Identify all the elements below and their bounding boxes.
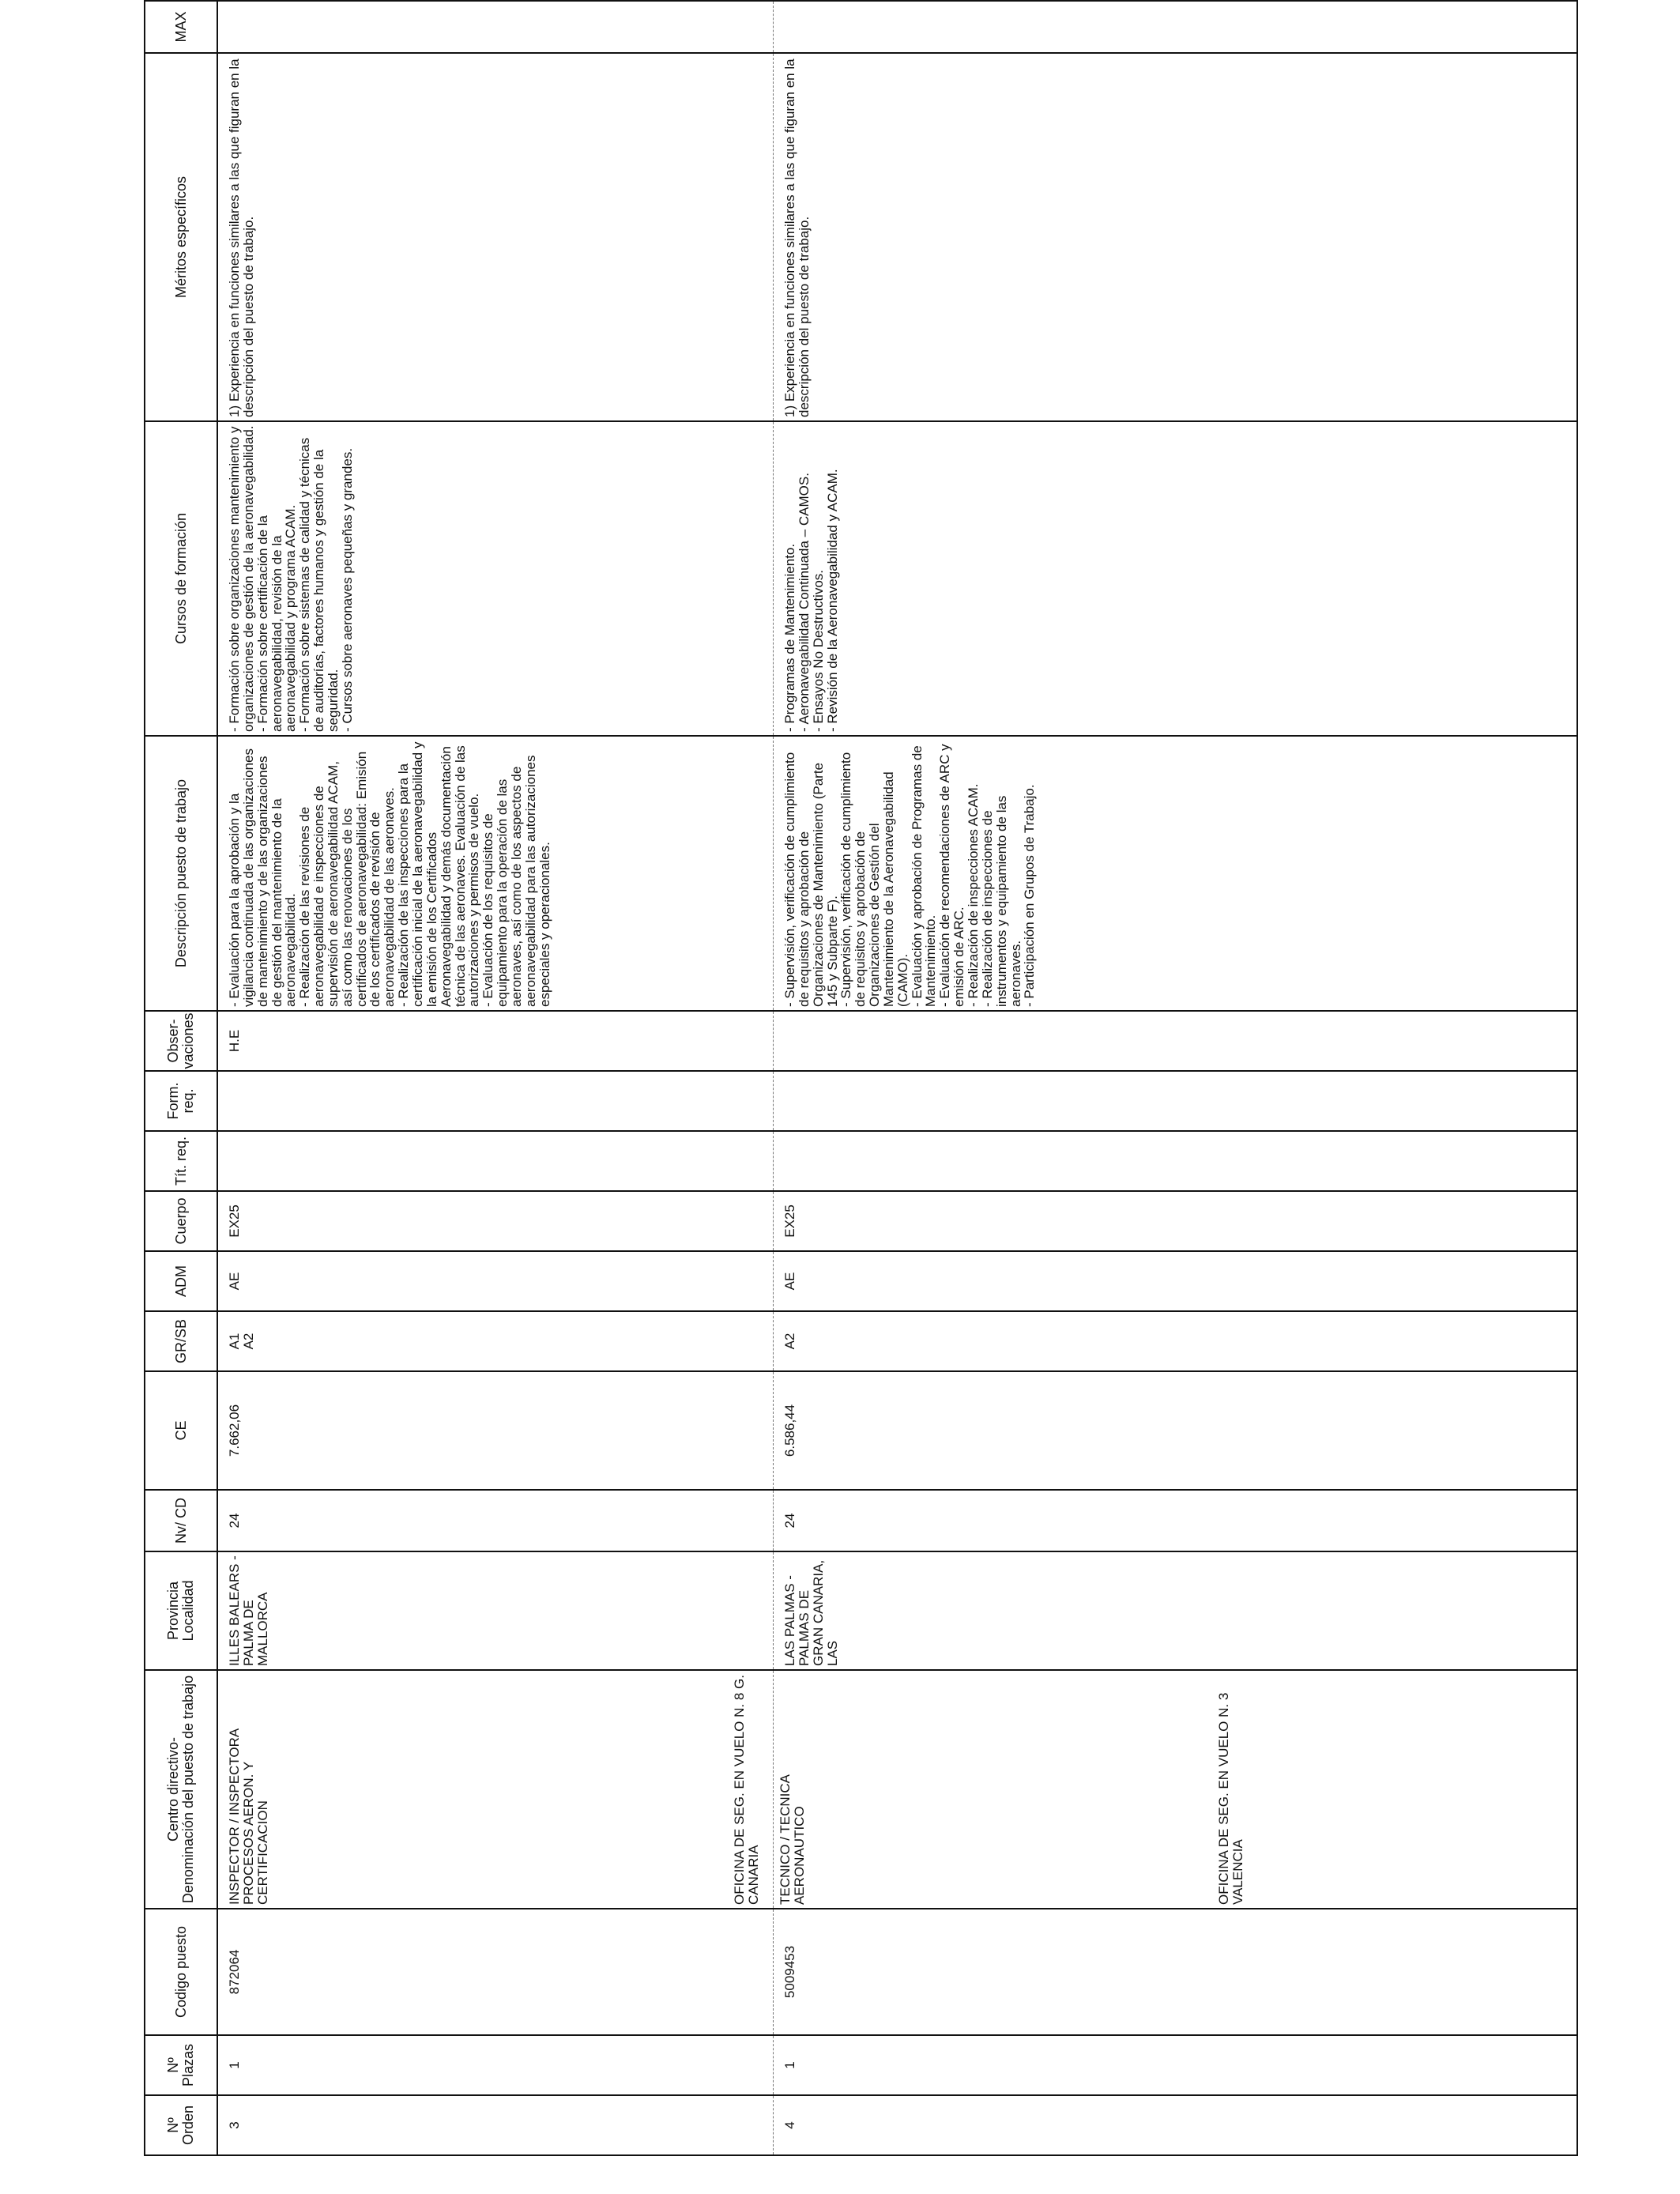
header-ce: CE <box>145 1371 217 1490</box>
centro-text: OFICINA DE SEG. EN VUELO N. 3 VALENCIA <box>1216 1692 1246 1905</box>
header-me <box>145 0 217 1</box>
header-nivel: Nv/ CD <box>145 1490 217 1551</box>
cell-adm: AE <box>217 1251 774 1311</box>
header-obs: Obser- vaciones <box>145 1011 217 1071</box>
cell-codigo: 5009453 <box>774 1909 1578 2035</box>
header-adm: ADM <box>145 1251 217 1311</box>
header-row <box>145 0 217 2155</box>
header-codigo: Codigo puesto <box>145 1909 217 2035</box>
cell-ce: 7.662,06 <box>217 1371 774 1490</box>
job-positions-table <box>144 0 1578 2156</box>
header-meritos: Méritos específicos <box>145 53 217 421</box>
cell-tit <box>774 1131 1578 1191</box>
cell-plazas: 1 <box>774 2035 1578 2095</box>
cell-provincia: LAS PALMAS - PALMAS DE GRAN CANARIA, LAS <box>774 1551 1578 1670</box>
header-form: Form. req. <box>145 1071 217 1131</box>
cell-meritos: 1) Experiencia en funciones similares a las que figuran en la descripción del puesto de trabajo. <box>774 53 1578 421</box>
cell-cuerpo: EX25 <box>217 1191 774 1251</box>
cell-nivel: 24 <box>774 1490 1578 1551</box>
header-plazas: Nº Plazas <box>145 2035 217 2095</box>
cell-descripcion: - Evaluación para la aprobación y la vigilancia continuada de las organizaciones de mantenimiento y de las organizaciones de gestión del mantenimiento de la aeronavegabilidad. - Realización de las revisiones de aeronavegabilidad e inspecciones de supervisión de aeronavegabilidad ACAM, así como las renovaciones de los certificados de aeronavegabilidad: Emisión de los certificados de revisión de aeronavegabilidad de las aeronaves. - Realización de las inspecciones para la certificación inicial de la aeronavegabilidad y la emisión de los Certificados Aeronavegabilidad y demás documentación técnica de las aeronaves. Evaluación de las autorizaciones y permisos de vuelo. - Evaluación de los requisitos de equipamiento para la operación de las aeronaves, así como de los aspectos de aeronavegabilidad para las autorizaciones especiales y operacionales. <box>217 736 774 1011</box>
cell-plazas: 1 <box>217 2035 774 2095</box>
header-centro: Centro directivo- Denominación del puesto de trabajo <box>145 1670 217 1909</box>
cell-max <box>774 1 1578 53</box>
cell-obs: H.E <box>217 1011 774 1071</box>
cell-cuerpo: EX25 <box>774 1191 1578 1251</box>
cell-grsb: A2 <box>774 1311 1578 1371</box>
table-row <box>774 0 1578 2155</box>
header-orden: Nº Orden <box>145 2095 217 2155</box>
cell-grsb: A1 A2 <box>217 1311 774 1371</box>
cell-tit <box>217 1131 774 1191</box>
cell-centro <box>217 1670 774 1909</box>
cell-codigo: 872064 <box>217 1909 774 2035</box>
cell-ce: 6.586,44 <box>774 1371 1578 1490</box>
cell-me <box>217 0 774 1</box>
cell-orden: 4 <box>774 2095 1578 2155</box>
cell-cursos: - Formación sobre organizaciones mantenimiento y organizaciones de gestión de la aeronavegabilidad. - Formación sobre certificación de la aeronavegabilidad, revisión de la aeronavegabilidad y programa ACAM. - Formación sobre sistemas de calidad y técnicas de auditorías, factores humanos y gestión de la seguridad. - Cursos sobre aeronaves pequeñas y grandes. <box>217 421 774 736</box>
cell-obs <box>774 1011 1578 1071</box>
cell-orden: 3 <box>217 2095 774 2155</box>
cell-form <box>774 1071 1578 1131</box>
cell-nivel: 24 <box>217 1490 774 1551</box>
header-grsb: GR/SB <box>145 1311 217 1371</box>
cell-centro <box>732 1670 1578 1909</box>
cell-max <box>217 1 774 53</box>
cell-descripcion: - Supervisión, verificación de cumplimiento de requisitos y aprobación de Organizaciones de Mantenimiento (Parte 145 y Subparte F). - Supervisión, verificación de cumplimiento de requisitos y aprobación de Organizaciones de Gestión del Mantenimiento de la Aeronavegabilidad (CAMO). - Evaluación y aprobación de Programas de Mantenimiento. - Evaluación de recomendaciones de ARC y emisión de ARC. - Realización de inspecciones ACAM. - Realización de inspecciones de instrumentos y equipamiento de las aeronaves. - Participación en Grupos de Trabajo. <box>774 736 1578 1011</box>
cell-adm: AE <box>774 1251 1578 1311</box>
header-descripcion: Descripción puesto de trabajo <box>145 736 217 1011</box>
cell-meritos: 1) Experiencia en funciones similares a las que figuran en la descripción del puesto de trabajo. <box>217 53 774 421</box>
denominacion-text: TECNICO / TECNICA AERONAUTICO <box>777 1774 807 1905</box>
previous-centro-text: OFICINA DE SEG. EN VUELO N. 8 G. CANARIA <box>732 1675 761 1905</box>
cell-cursos: - Programas de Mantenimiento. - Aeronavegabilidad Continuada – CAMOS. - Ensayos No Destructivos. - Revisión de la Aeronavegabilidad y ACAM. <box>774 421 1578 736</box>
denominacion-text: INSPECTOR / INSPECTORA PROCESOS AERON. Y CERTIFICACION <box>227 1728 270 1905</box>
header-cursos: Cursos de formación <box>145 421 217 736</box>
header-cuerpo: Cuerpo <box>145 1191 217 1251</box>
cell-me <box>774 0 1578 1</box>
header-tit: Tít. req. <box>145 1131 217 1191</box>
header-max: MAX <box>145 1 217 53</box>
table-row <box>217 0 774 2155</box>
cell-form <box>217 1071 774 1131</box>
cell-provincia: ILLES BALEARS - PALMA DE MALLORCA <box>217 1551 774 1670</box>
header-provincia: Provincia Localidad <box>145 1551 217 1670</box>
